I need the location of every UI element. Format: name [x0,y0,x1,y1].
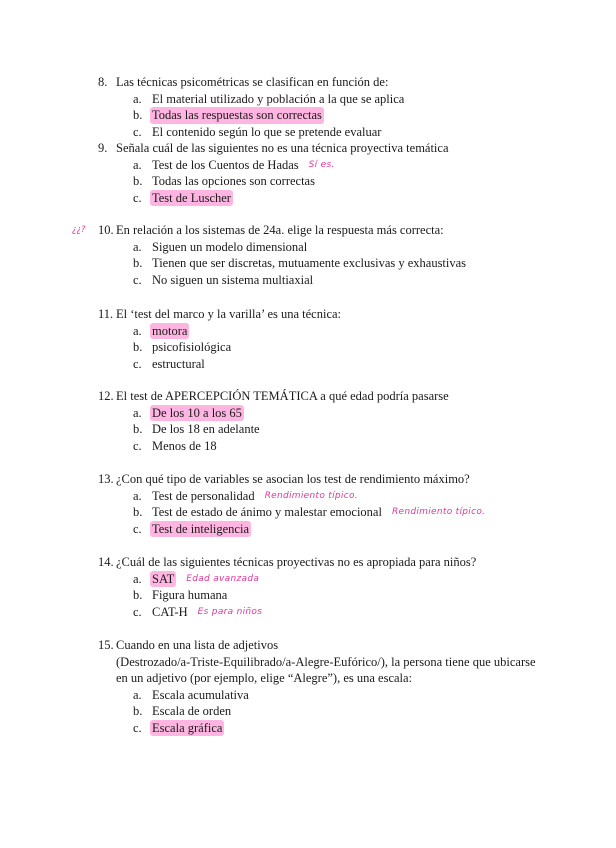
question-number: 12. [98,389,114,403]
option-letter: a. [133,91,142,106]
question-text: ¿Con qué tipo de variables se asocian los test de rendimiento máximo? [116,472,470,486]
option-letter: a. [133,405,142,420]
option-letter: b. [133,174,143,188]
handwritten-note: Rendimiento típico. [391,507,486,517]
option-text-highlighted: Test de inteligencia [152,521,250,536]
option-letter: c. [133,124,142,139]
option-text: De los 18 en adelante [152,422,260,436]
option-letter: c. [133,272,142,287]
question-text: Señala cuál de las siguientes no es una técnica proyectiva temática [116,141,449,155]
option-letter: b. [133,505,143,519]
option-letter: b. [133,340,143,354]
option-row [98,173,598,190]
question-line [98,74,598,91]
option-row [98,91,598,108]
question-number: 9. [98,141,108,155]
option-row [98,356,598,373]
option-letter: b. [133,256,143,270]
option-text: Menos de 18 [152,438,217,453]
option-list [98,91,598,141]
option-text: El material utilizado y población a la que se aplica [152,91,405,106]
question-text: Cuando en una lista de adjetivos [116,638,279,652]
question-line [98,388,598,405]
handwritten-note: Edad avanzada [186,573,260,584]
option-letter: a. [133,157,142,172]
option-row [98,124,598,141]
option-letter: b. [133,704,143,718]
option-text: Figura humana [152,588,228,602]
option-row [98,190,598,207]
handwritten-note: Es para niños [197,606,263,617]
question-number: 14. [98,555,114,569]
option-letter: a. [133,488,142,503]
option-row [98,157,598,174]
option-list [98,488,598,538]
option-letter: c. [133,604,142,619]
question-text: El ‘test del marco y la varilla’ es una técnica: [116,307,342,321]
question-line [98,471,598,488]
option-list [98,239,598,289]
question-text: Las técnicas psicométricas se clasifican en función de: [116,75,389,89]
question-line [98,140,598,157]
option-row [98,107,598,124]
option-text: Siguen un modelo dimensional [152,239,308,254]
option-row [98,571,598,588]
option-text: estructural [152,356,205,371]
option-text: No siguen un sistema multiaxial [152,272,314,287]
option-text-highlighted: De los 10 a los 65 [152,405,242,420]
option-row [98,255,598,272]
question-number: 15. [98,638,114,652]
question-number: 8. [98,75,108,89]
option-text: Todas las opciones son correctas [152,174,315,188]
question-12 [98,388,598,454]
option-row [98,339,598,356]
question-11 [98,306,598,372]
margin-note: ¿¿? [72,225,86,235]
option-letter: b. [133,108,143,122]
question-line [98,222,598,239]
option-row [98,687,598,704]
question-10 [98,222,598,288]
question-line [98,306,598,323]
option-letter: a. [133,323,142,338]
option-row [98,703,598,720]
option-text: Escala de orden [152,704,232,718]
question-9 [98,140,598,206]
option-text-highlighted: Test de Luscher [152,190,231,205]
option-text-highlighted: Escala gráfica [152,720,223,735]
option-letter: a. [133,239,142,254]
question-text: En relación a los sistemas de 24a. elige la respuesta más correcta: [116,223,444,237]
option-letter: b. [133,422,143,436]
option-letter: c. [133,720,142,735]
option-text: Test de estado de ánimo y malestar emocional [152,505,382,519]
option-letter: c. [133,190,142,205]
question-line [98,637,598,654]
option-row [98,272,598,289]
option-letter: c. [133,356,142,371]
option-letter: c. [133,521,142,536]
question-13 [98,471,598,537]
question-15 [98,637,598,736]
option-text: psicofisiológica [152,340,232,354]
question-number: 13. [98,472,114,486]
option-text-highlighted: SAT [152,571,175,586]
option-row [98,421,598,438]
option-list [98,405,598,455]
option-row [98,438,598,455]
option-list [98,571,598,621]
option-row [98,521,598,538]
question-number: 10. [98,223,114,237]
option-list [98,323,598,373]
option-text: Test de personalidad [152,488,255,503]
option-text: Escala acumulativa [152,687,249,702]
option-row [98,405,598,422]
option-row [98,239,598,256]
option-letter: c. [133,438,142,453]
question-text-continuation: en un adjetivo (por ejemplo, elige “Alegre”), es una escala: [116,671,413,685]
option-text: CAT-H [152,604,188,619]
question-text: ¿Cuál de las siguientes técnicas proyectivas no es apropiada para niños? [116,555,477,569]
option-row [98,720,598,737]
option-text: Test de los Cuentos de Hadas [152,157,299,172]
option-row [98,323,598,340]
option-list [98,687,598,737]
option-row [98,604,598,621]
handwritten-note: Rendimiento típico. [264,490,358,501]
option-text-highlighted: motora [152,323,188,338]
question-8 [98,74,598,140]
question-number: 11. [98,307,114,321]
option-letter: b. [133,588,143,602]
option-row [98,488,598,505]
option-row [98,504,598,521]
question-text-continuation: (Destrozado/a-Triste-Equilibrado/a-Alegre-Eufórico/), la persona tiene que ubicarse [116,654,536,669]
option-letter: a. [133,571,142,586]
option-text: El contenido según lo que se pretende evaluar [152,124,382,139]
option-text: Tienen que ser discretas, mutuamente exclusivas y exhaustivas [152,256,467,270]
question-text: El test de APERCEPCIÓN TEMÁTICA a qué edad podría pasarse [116,389,449,403]
option-text-highlighted: Todas las respuestas son correctas [152,108,322,122]
option-row [98,587,598,604]
question-14 [98,554,598,620]
handwritten-note: Sí es. [308,159,335,170]
question-line [98,554,598,571]
option-letter: a. [133,687,142,702]
option-list [98,157,598,207]
